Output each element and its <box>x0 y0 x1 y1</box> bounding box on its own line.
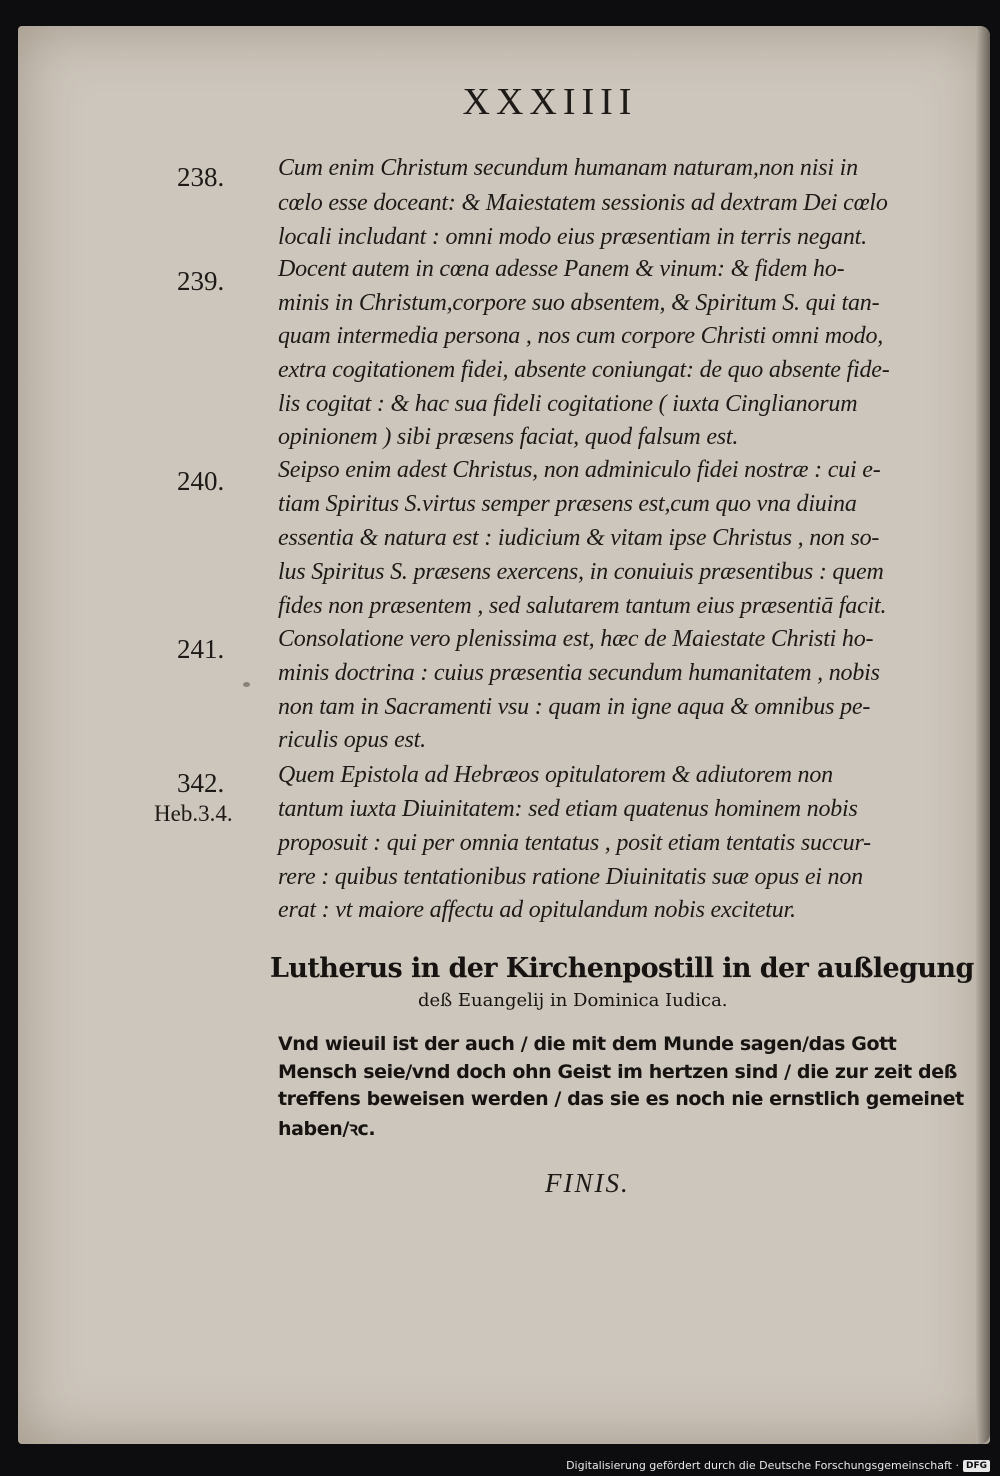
text-line: Vnd wieuil ist der auch / die mit dem Munde sagen/das Gott <box>278 1033 897 1055</box>
text-line: erat : vt maiore affectu ad opitulandum nobis excitetur. <box>278 897 796 923</box>
page-spine-edge <box>976 26 990 1444</box>
marginal-reference: Heb.3.4. <box>154 801 233 826</box>
text-line: lus Spiritus S. præsens exercens, in conuiuis præsentibus : quem <box>278 559 884 585</box>
text-line: haben/ꝛc. <box>278 1118 376 1140</box>
text-line: Cum enim Christum secundum humanam naturam,non nisi in <box>278 155 858 181</box>
text-line: lis cogitat : & hac sua fideli cogitatione ( iuxta Cinglianorum <box>278 391 858 417</box>
text-line: proposuit : qui per omnia tentatus , posit etiam tentatis succur- <box>278 830 871 856</box>
ink-smudge <box>243 682 250 687</box>
text-line: extra cogitationem fidei, absente coniungat: de quo absente fide- <box>278 357 890 383</box>
section-subheading: deß Euangelij in Dominica Iudica. <box>418 990 728 1011</box>
paragraph-number: 239. <box>177 266 225 296</box>
text-line: Mensch seie/vnd doch ohn Geist im hertzen sind / die zur zeit deß <box>278 1061 957 1083</box>
text-line: minis in Christum,corpore suo absentem, & Spiritum S. qui tan- <box>278 290 880 316</box>
text-line: treffens beweisen werden / das sie es noch nie ernstlich gemeinet <box>278 1088 964 1110</box>
text-line: locali includant : omni modo eius præsentiam in terris negant. <box>278 224 867 250</box>
dfg-logo: DFG <box>963 1460 990 1472</box>
paragraph-number: 241. <box>177 634 225 664</box>
paragraph-number: 342. <box>177 768 225 798</box>
text-line: opinionem ) sibi præsens faciat, quod falsum est. <box>278 424 739 450</box>
finis-label: FINIS. <box>545 1168 630 1198</box>
text-line: tiam Spiritus S.virtus semper præsens est,cum quo vna diuina <box>278 491 857 517</box>
text-line: Docent autem in cœna adesse Panem & vinum: & fidem ho- <box>278 256 845 282</box>
text-line: minis doctrina : cuius præsentia secundum humanitatem , nobis <box>278 660 880 686</box>
text-line: cœlo esse doceant: & Maiestatem sessionis ad dextram Dei cœlo <box>278 190 888 216</box>
paragraph-number: 238. <box>177 162 225 192</box>
paragraph-number: 240. <box>177 466 225 496</box>
text-line: rere : quibus tentationibus ratione Diuinitatis suæ opus ei non <box>278 864 863 890</box>
text-line: tantum iuxta Diuinitatem: sed etiam quatenus hominem nobis <box>278 796 858 822</box>
text-line: non tam in Sacramenti vsu : quam in igne aqua & omnibus pe- <box>278 694 871 720</box>
text-line: Quem Epistola ad Hebræos opitulatorem & adiutorem non <box>278 762 833 788</box>
text-line: Consolatione vero plenissima est, hæc de Maiestate Christi ho- <box>278 626 874 652</box>
page-number: XXXIIII <box>462 81 638 123</box>
footer-text: Digitalisierung gefördert durch die Deutsche Forschungsgemeinschaft · <box>566 1459 959 1472</box>
section-heading: Lutherus in der Kirchenpostill in der außlegung <box>270 953 974 984</box>
text-line: Seipso enim adest Christus, non adminiculo fidei nostræ : cui e- <box>278 457 881 483</box>
footer-credit <box>566 1459 990 1472</box>
text-line: fides non præsentem , sed salutarem tantum eius præsentiā facit. <box>278 593 887 619</box>
text-line: essentia & natura est : iudicium & vitam ipse Christus , non so- <box>278 525 880 551</box>
text-line: quam intermedia persona , nos cum corpore Christi omni modo, <box>278 323 884 349</box>
text-line: riculis opus est. <box>278 727 426 753</box>
